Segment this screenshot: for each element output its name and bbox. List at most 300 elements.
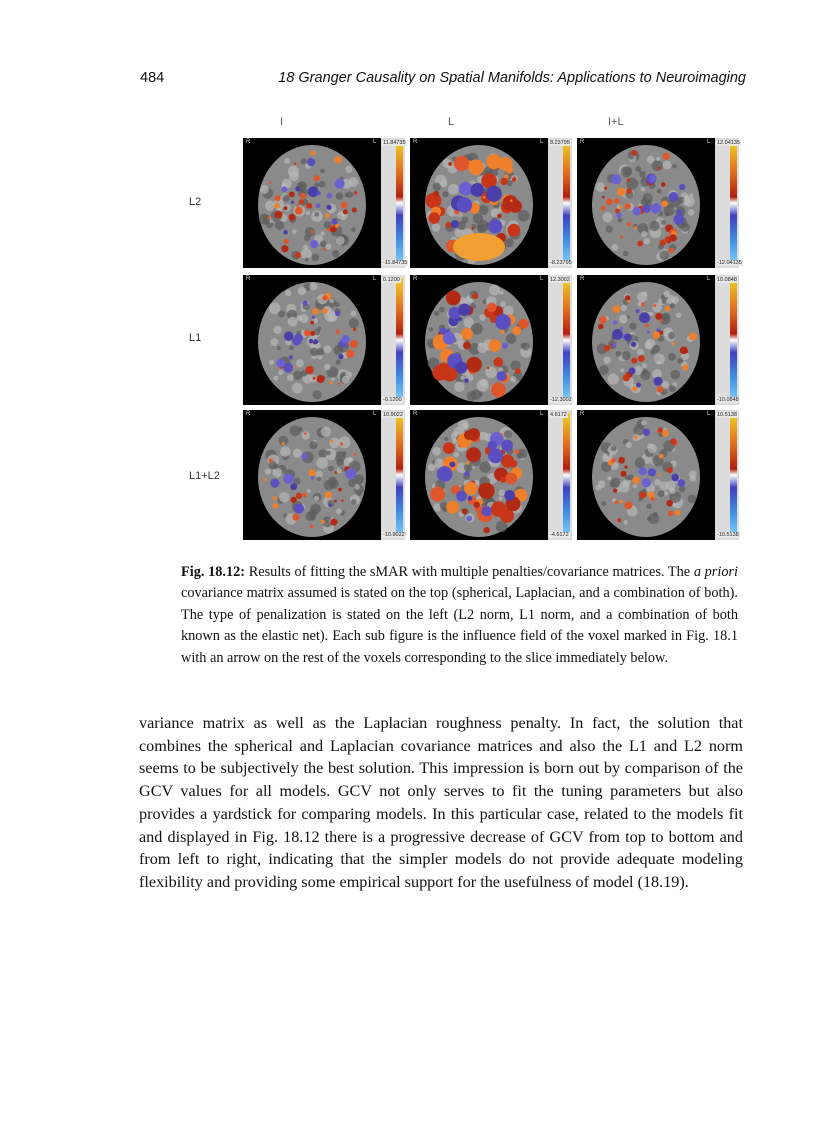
tissue-texture [351,227,356,232]
tissue-texture [311,254,319,262]
positive-activation-blob [624,502,632,510]
positive-activation-blob [615,501,618,504]
tissue-texture [622,351,631,360]
tissue-texture [672,164,677,169]
positive-activation-blob [617,188,625,196]
tissue-texture [640,370,650,380]
tissue-texture [452,438,457,443]
tissue-texture [662,160,671,169]
tissue-texture [458,420,469,431]
orientation-left-label: R [246,411,251,417]
positive-activation-blob [668,510,674,516]
row-label-l1-l2: L1+L2 [189,470,220,482]
negative-activation-blob [669,192,679,202]
positive-activation-blob [274,203,280,209]
tissue-texture [338,436,350,448]
positive-activation-blob [325,213,330,218]
tissue-texture [510,376,516,382]
tissue-texture [683,196,694,207]
positive-activation-blob [312,308,319,315]
negative-activation-blob [488,219,502,233]
orientation-right-label: L [540,411,544,417]
tissue-texture [621,305,627,311]
positive-activation-blob [428,212,440,224]
positive-activation-blob [302,493,307,498]
tissue-texture [661,220,666,225]
orientation-left-label: R [413,276,418,282]
brain-panel [577,138,742,268]
negative-activation-blob [504,490,515,501]
positive-activation-blob [661,182,666,187]
positive-activation-blob [464,482,477,495]
positive-activation-blob [310,525,314,529]
positive-activation-blob [309,469,316,476]
tissue-texture [658,490,665,497]
tissue-texture [306,211,310,215]
orientation-left-label: R [580,411,585,417]
tissue-texture [644,238,650,244]
negative-activation-blob [624,334,632,342]
negative-activation-blob [283,474,293,484]
positive-activation-blob [625,295,630,300]
tissue-texture [313,390,322,399]
colorbar [563,278,570,402]
tissue-texture [598,480,606,488]
negative-activation-blob [335,311,340,316]
negative-activation-blob [338,354,343,359]
negative-activation-blob [488,448,503,463]
tissue-texture [335,302,340,307]
orientation-left-label: R [580,139,585,145]
negative-activation-blob [311,476,315,480]
positive-activation-blob [472,227,474,229]
tissue-texture [289,171,299,181]
tissue-texture [607,476,611,480]
colorbar-max-label: 12.04135 [717,140,740,146]
negative-activation-blob [636,382,641,387]
positive-activation-blob [501,330,505,334]
positive-activation-blob [487,303,497,313]
positive-activation-blob [264,479,267,482]
tissue-texture [478,392,483,397]
tissue-texture [668,332,676,340]
orientation-right-label: L [707,411,711,417]
tissue-texture [336,236,345,245]
figure-18-12 [180,108,750,548]
tissue-texture [319,449,327,457]
tissue-texture [305,512,314,521]
negative-activation-blob [656,328,660,332]
negative-activation-blob [331,219,337,225]
tissue-texture [290,425,301,436]
positive-activation-blob [667,467,673,473]
positive-activation-blob [472,293,478,299]
brain-panel [410,138,572,268]
positive-activation-blob [487,367,490,370]
positive-activation-blob [466,461,470,465]
positive-activation-blob [310,321,314,325]
tissue-texture [676,312,682,318]
positive-activation-blob [443,442,455,454]
negative-activation-blob [679,184,685,190]
tissue-texture [259,214,270,225]
tissue-texture [434,311,439,316]
positive-activation-blob [295,207,303,215]
tissue-texture [669,303,674,308]
positive-activation-blob [317,375,325,383]
tissue-texture [647,517,652,522]
brain-slice-image [577,138,715,268]
negative-activation-blob [329,503,332,506]
tissue-texture [336,508,342,514]
tissue-texture [602,212,612,222]
positive-activation-blob [292,514,299,521]
negative-activation-blob [335,179,345,189]
tissue-texture [498,497,502,501]
positive-activation-blob [267,216,270,219]
tissue-texture [429,327,434,332]
negative-activation-blob [284,331,293,340]
positive-activation-blob [671,342,674,345]
running-title: 18 Granger Causality on Spatial Manifolds: Applications to Neuroimaging [278,70,746,86]
tissue-texture [432,223,440,231]
negative-activation-blob [317,191,321,195]
positive-activation-blob [354,191,357,194]
negative-activation-blob [443,332,455,344]
brain-slice-image [243,410,381,540]
negative-activation-blob [295,187,300,192]
positive-activation-blob [445,222,451,228]
positive-activation-blob [639,492,646,499]
tissue-texture [641,420,647,426]
negative-activation-blob [643,429,650,436]
colorbar-max-label: 12.3002 [550,277,570,283]
negative-activation-blob [310,240,318,248]
tissue-texture [608,374,619,385]
tissue-texture [317,348,325,356]
positive-activation-blob [438,369,449,380]
tissue-texture [518,210,530,222]
positive-activation-blob [300,193,306,199]
positive-activation-blob [657,386,664,393]
positive-activation-blob [269,182,272,185]
tissue-texture [439,307,445,313]
tissue-texture [635,457,646,468]
colorbar-min-label: -12.04135 [717,260,742,266]
negative-activation-blob [613,320,617,324]
brain-slice-image [243,275,381,405]
tissue-texture [444,437,448,441]
positive-activation-blob [512,326,521,335]
negative-activation-blob [291,201,294,204]
negative-activation-blob [307,158,315,166]
positive-activation-blob [296,205,298,207]
positive-activation-blob [627,300,630,303]
negative-activation-blob [302,301,307,306]
positive-activation-blob [483,196,486,199]
orientation-right-label: L [707,276,711,282]
tissue-texture [309,441,317,449]
tissue-texture [518,449,528,459]
tissue-texture [347,191,354,198]
tissue-texture [623,251,629,257]
positive-activation-blob [338,382,341,385]
tissue-texture [292,383,303,394]
colorbar-max-label: 10.0848 [717,277,737,283]
negative-activation-blob [456,491,467,502]
tissue-texture [641,187,645,191]
positive-activation-blob [446,290,461,305]
positive-activation-blob [507,224,520,237]
negative-activation-blob [290,483,297,490]
positive-activation-blob [665,306,671,312]
tissue-texture [321,231,325,235]
brain-slice-image [577,410,715,540]
tissue-texture [656,360,660,364]
page-number: 484 [140,70,165,86]
tissue-texture [297,315,303,321]
tissue-texture [620,368,624,372]
positive-activation-blob [430,487,445,502]
positive-activation-blob [500,477,506,483]
tissue-texture [505,238,514,247]
colorbar [563,413,570,537]
positive-activation-blob [290,497,296,503]
negative-activation-blob [497,371,507,381]
tissue-texture [285,290,291,296]
colorbar-min-label: -11.84735 [383,260,408,266]
positive-activation-blob [491,383,506,398]
negative-activation-blob [654,377,663,386]
positive-activation-blob [505,473,517,485]
tissue-texture [277,346,281,350]
positive-activation-blob [627,178,630,181]
positive-activation-blob [650,497,654,501]
tissue-texture [604,357,611,364]
positive-activation-blob [463,342,471,350]
tissue-texture [644,342,652,350]
positive-activation-blob [334,471,337,474]
positive-activation-blob [623,374,630,381]
positive-activation-blob [325,491,332,498]
tissue-texture [689,470,697,478]
negative-activation-blob [289,355,293,359]
negative-activation-blob [642,205,650,213]
tissue-texture [329,479,338,488]
orientation-right-label: L [373,411,377,417]
positive-activation-blob [323,247,326,250]
positive-activation-blob [289,191,295,197]
negative-activation-blob [282,186,288,192]
tissue-texture [301,158,307,164]
positive-activation-blob [306,203,312,209]
tissue-texture [273,376,278,381]
orientation-left-label: R [413,139,418,145]
tissue-texture [671,296,679,304]
positive-activation-blob [653,331,661,339]
colorbar-min-label: -4.6172 [550,532,569,538]
positive-activation-blob [334,156,341,163]
positive-activation-blob [305,366,313,374]
negative-activation-blob [631,342,636,347]
tissue-texture [617,218,622,223]
orientation-right-label: L [373,276,377,282]
positive-activation-blob [329,381,332,384]
tissue-texture [283,195,290,202]
tissue-texture [646,504,651,509]
body-paragraph: variance matrix as well as the Laplacian roughness penalty. In fact, the solution that combines the spherical and Laplacian covariance matrices and also the L1 and L2 norm seems to be subjectively the best solution. This impression is born out by comparison of the GCV values for all models. GCV not only serves to fit the tuning parameters but also provides a yardstick for comparing models. In this particular case, related to the models fit and displayed in Fig. 18.12 there is a progressive decrease of GCV from top to bottom and from left to right, indicating that the simpler models do not provide adequate modeling flexibility and providing some empirical support for the usefulness of model (18.19). [139,714,743,891]
negative-activation-blob [327,193,332,198]
tissue-texture [652,303,662,313]
tissue-texture [328,466,334,472]
positive-activation-blob [613,488,617,492]
tissue-texture [687,494,696,503]
positive-activation-blob [299,199,304,204]
positive-activation-blob [497,214,502,219]
positive-activation-blob [620,471,626,477]
tissue-texture [320,169,325,174]
brain-panel [410,410,572,540]
tissue-texture [434,458,444,468]
negative-activation-blob [629,368,636,375]
tissue-texture [478,205,488,215]
positive-activation-blob [646,324,649,327]
negative-activation-blob [647,331,650,334]
tissue-texture [287,374,294,381]
negative-activation-blob [677,479,685,487]
tissue-texture [314,496,319,501]
negative-activation-blob [635,309,639,313]
positive-activation-blob [634,435,638,439]
negative-activation-blob [616,213,621,218]
tissue-texture [489,285,500,296]
positive-activation-blob [626,188,632,194]
positive-activation-blob [295,252,301,258]
tissue-texture [482,382,487,387]
positive-activation-blob [330,519,337,526]
tissue-texture [320,240,327,247]
negative-activation-blob [470,183,484,197]
positive-activation-blob [273,503,279,509]
tissue-texture [442,191,448,197]
caption-text-1: Results of fitting the sMAR with multiple penalties/covariance matrices. The [245,564,694,580]
positive-activation-blob [462,509,467,514]
tissue-texture [479,461,490,472]
tissue-texture [314,212,319,217]
tissue-texture [350,311,356,317]
tissue-texture [326,451,331,456]
positive-activation-blob [663,153,670,160]
negative-activation-blob [313,339,318,344]
tissue-texture [522,342,530,350]
positive-activation-blob [341,202,348,209]
tissue-texture [279,492,289,502]
tissue-texture [668,353,676,361]
positive-activation-blob [515,449,520,454]
positive-activation-blob [284,206,288,210]
positive-activation-blob [340,442,343,445]
tissue-texture [649,221,659,231]
tissue-texture [641,231,647,237]
positive-activation-blob [604,187,607,190]
positive-activation-blob [350,340,358,348]
negative-activation-blob [502,343,508,349]
tissue-texture [265,468,271,474]
colorbar-max-label: 10.5138 [717,412,737,418]
positive-activation-blob [433,191,439,197]
tissue-texture [316,457,328,469]
positive-activation-blob [330,225,333,228]
negative-activation-blob [620,327,623,330]
tissue-texture [595,182,605,192]
tissue-texture [629,323,636,330]
negative-activation-blob [649,175,656,182]
positive-activation-blob [275,211,283,219]
positive-activation-blob [611,458,616,463]
colorbar-min-label: -8.23795 [550,260,572,266]
brain-panel [577,410,739,540]
positive-activation-blob [661,200,668,207]
negative-activation-blob [458,317,462,321]
figure-caption [181,562,738,669]
tissue-texture [317,477,322,482]
negative-activation-blob [312,316,315,319]
positive-activation-blob [638,355,645,362]
brain-panel [577,275,739,405]
positive-activation-blob [632,477,639,484]
positive-activation-blob [284,239,289,244]
negative-activation-blob [301,453,307,459]
positive-activation-blob [613,305,621,313]
positive-activation-blob [618,457,625,464]
positive-activation-blob [294,162,296,164]
positive-activation-blob [602,196,605,199]
tissue-texture [298,427,302,431]
positive-activation-blob [314,175,320,181]
tissue-texture [305,257,309,261]
tissue-texture [260,185,269,194]
tissue-texture [325,244,331,250]
colorbar-min-label: -12.3002 [550,397,572,403]
positive-activation-blob [272,496,276,500]
tissue-texture [633,425,644,436]
tissue-texture [637,349,644,356]
tissue-texture [433,182,441,190]
orientation-right-label: L [373,139,377,145]
tissue-texture [642,363,647,368]
tissue-texture [504,430,512,438]
positive-activation-blob [269,459,273,463]
tissue-texture [669,385,676,392]
negative-activation-blob [642,478,651,487]
tissue-texture [345,166,352,173]
positive-activation-blob [659,454,664,459]
tissue-texture [606,225,613,232]
tissue-texture [303,245,308,250]
occipital-hotspot [453,233,505,261]
tissue-texture [506,333,516,343]
tissue-texture [478,343,482,347]
tissue-texture [648,444,657,453]
positive-activation-blob [637,241,643,247]
positive-activation-blob [354,453,357,456]
tissue-texture [657,189,662,194]
tissue-texture [296,359,304,367]
positive-activation-blob [675,510,681,516]
positive-activation-blob [604,345,610,351]
tissue-texture [639,171,646,178]
brain-panel [243,410,405,540]
